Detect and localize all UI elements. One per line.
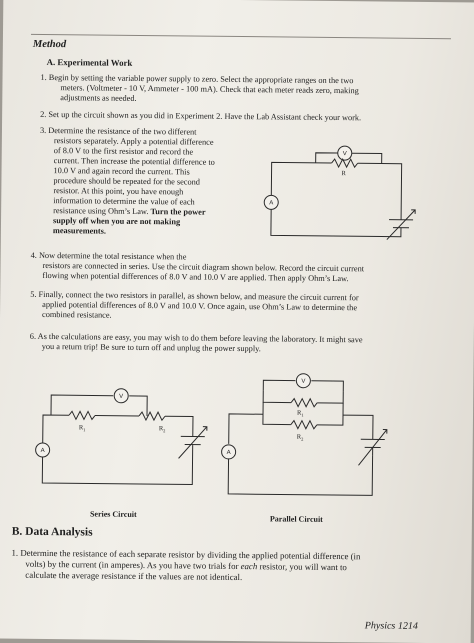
power-supply-icon <box>181 436 205 452</box>
step-4 <box>3 0 474 2</box>
section-b-step-1 <box>3 0 474 2</box>
loop-wire <box>165 416 193 436</box>
step-3-line: resistor. At this point, you have enough <box>53 186 183 197</box>
loop-wire <box>343 415 373 439</box>
single-resistor-circuit <box>249 140 420 250</box>
voltmeter-wire <box>316 153 338 163</box>
branch-wire <box>263 402 291 424</box>
section-a-heading: A. Experimental Work <box>47 58 133 68</box>
step-4-line: flowing when potential differences of 8.0 V and 10.0 V are applied. Then apply Ohm’s Law. <box>42 271 348 284</box>
step-3-ohms-text: resistance using Ohm’s Law. <box>53 206 148 216</box>
r2-label: $R_2$ <box>297 434 304 442</box>
step-1-line: meters. (Voltmeter - 10 V, Ammeter - 100 mA). Check that each meter reads zero, making <box>60 83 358 96</box>
step-1-line: 1. Begin by setting the variable power supply to zero. Select the appropriate ranges on the two <box>40 73 353 86</box>
resistor-r2-icon <box>139 412 165 420</box>
resistor-label: R <box>342 170 347 177</box>
section-b-text: resistor, you will want to <box>259 561 346 572</box>
step-3-warning-line: supply off when you are not making <box>53 216 180 227</box>
ammeter-symbol: A <box>227 450 231 456</box>
step-5 <box>3 0 474 2</box>
parallel-circuit <box>214 368 415 510</box>
loop-wire <box>271 209 401 236</box>
step-3-line: 10.0 V and again record the current. This <box>54 166 190 177</box>
step-4-line: 4. Now determine the total resistance when the <box>31 251 187 262</box>
section-b-text: volts) by the current (in amperes). As you have two trials for <box>25 559 238 571</box>
ammeter-symbol: A <box>41 448 45 454</box>
series-caption: Series Circuit <box>90 509 137 519</box>
section-b-line: calculate the average resistance if the values are not identical. <box>25 571 242 583</box>
voltmeter-wire <box>352 153 382 163</box>
step-3-line: current. Then increase the potential difference to <box>54 156 215 167</box>
step-4-line: resistors are connected in series. Use the circuit diagram shown below. Record the circuit current <box>43 261 365 274</box>
section-b-line: 1. Determine the resistance of each separate resistor by dividing the applied potential difference (in <box>11 549 360 562</box>
voltmeter-wire <box>129 396 147 416</box>
loop-wire <box>42 451 192 485</box>
resistor-r1-icon <box>291 399 317 407</box>
loop-wire <box>43 415 69 443</box>
r1-label: $R_1$ <box>297 410 304 418</box>
step-3 <box>3 0 474 2</box>
branch-wire <box>263 390 291 402</box>
step-3-line: 3. Determine the resistance of the two different <box>40 126 197 137</box>
voltmeter-symbol: V <box>343 151 347 157</box>
step-3-warning-line: measurements. <box>53 226 106 236</box>
header-rule <box>31 34 451 39</box>
step-6-line: 6. As the calculations are easy, you may wish to do them before leaving the laboratory. It might save <box>30 332 363 345</box>
resistor-r1-icon <box>69 411 95 419</box>
resistor-r2-icon <box>291 421 317 429</box>
loop-wire <box>357 163 402 219</box>
voltmeter-wire <box>263 380 295 390</box>
loop-wire <box>271 162 331 196</box>
step-1-line: adjustments as needed. <box>60 93 136 103</box>
branch-wire <box>317 403 343 425</box>
series-circuit <box>28 383 219 500</box>
section-b-emphasis: each <box>241 561 258 571</box>
step-2: 2. Set up the circuit shown as you did in Experiment 2. Have the Lab Assistant check your work. <box>40 110 361 123</box>
section-b-heading: B. Data Analysis <box>12 528 93 538</box>
footer-course: Physics 1214 <box>365 621 418 631</box>
step-3-warning: Turn the power <box>150 207 205 217</box>
step-3-line: of 8.0 V to the first resistor and record the <box>54 146 193 157</box>
r2-label: $R_2$ <box>159 425 166 433</box>
voltmeter-wire <box>51 395 113 416</box>
loop-wire <box>229 414 263 444</box>
ammeter-symbol: A <box>269 200 273 206</box>
parallel-caption: Parallel Circuit <box>270 514 323 524</box>
method-heading: Method <box>33 40 66 50</box>
power-supply-icon <box>389 220 413 228</box>
voltmeter-symbol: V <box>301 379 305 385</box>
voltmeter-wire <box>311 381 343 391</box>
step-6 <box>3 0 474 2</box>
voltmeter-symbol: V <box>119 394 123 400</box>
loop-wire <box>228 454 372 496</box>
step-5-line: 5. Finally, connect the two resistors in parallel, as shown below, and measure the circuit current for <box>30 290 358 303</box>
step-1 <box>3 0 474 2</box>
step-3-line: information to determine the value of each <box>53 196 195 207</box>
step-3-line: resistors separately. Apply a potential difference <box>54 136 214 147</box>
branch-wire <box>317 391 343 403</box>
step-5-line: applied potential differences of 8.0 V and 10.0 V. Once again, use Ohm’s Law to determine the <box>42 300 357 313</box>
step-3-line: procedure should be repeated for the second <box>53 176 200 187</box>
step-5-line: combined resistance. <box>42 310 112 320</box>
r1-label: $R_1$ <box>79 424 86 432</box>
step-6-line: you a return trip! Be sure to turn off and unplug the power supply. <box>42 342 261 354</box>
